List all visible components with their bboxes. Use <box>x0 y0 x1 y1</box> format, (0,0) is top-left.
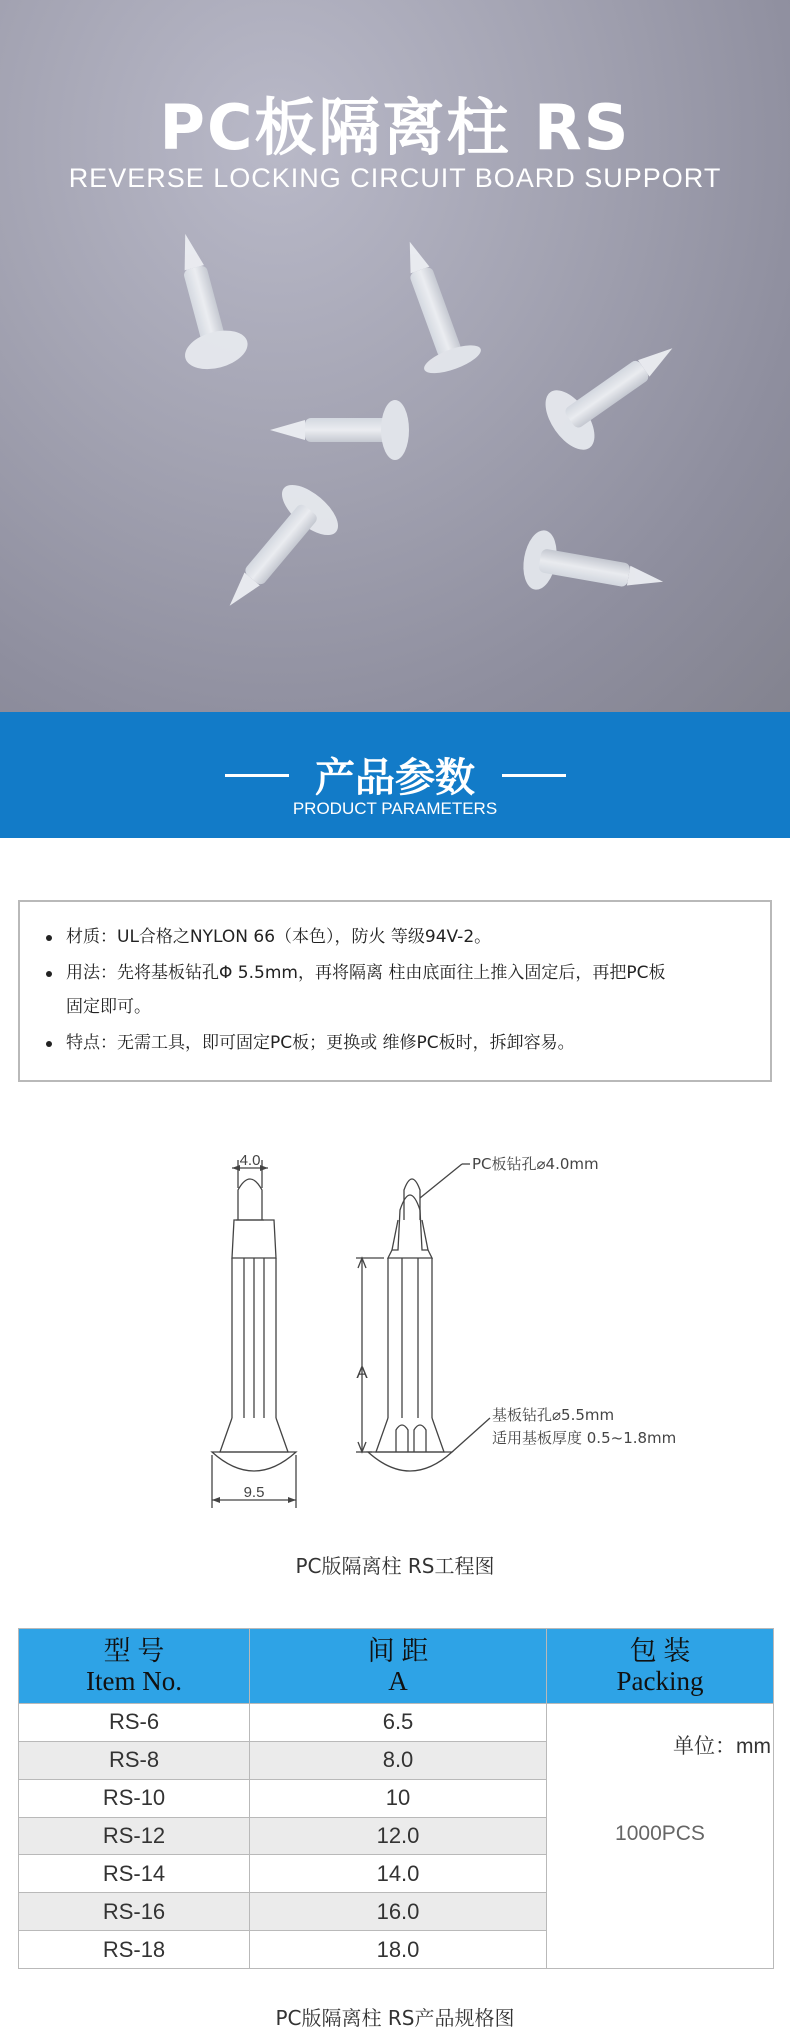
header-packing: 包 装 Packing <box>547 1629 774 1704</box>
packing-qty: 1000PCS <box>615 1822 705 1845</box>
spec-list <box>18 900 772 1082</box>
table-row: RS-6 6.5 单位：mm 1000PCS <box>19 1704 774 1742</box>
spacer-photo-4 <box>536 320 692 458</box>
spec-item <box>66 956 665 990</box>
bullet-icon <box>46 971 52 977</box>
section-header <box>0 712 790 838</box>
spec-text: 特点：无需工具，即可固定PC板；更换或 维修PC板时，拆卸容易。 <box>66 1033 575 1053</box>
bullet-icon <box>46 935 52 941</box>
header-spacing: 间 距 A <box>250 1629 547 1704</box>
spec-table <box>18 1628 774 1969</box>
table-row: RS-12 12.0 <box>19 1817 774 1855</box>
engineering-drawing <box>0 1150 790 1520</box>
hero-title: PC板隔离柱 RS <box>159 91 631 164</box>
spacer-photo-1 <box>382 232 485 379</box>
spacer-photo-5 <box>204 476 347 628</box>
spec-text: 固定即可。 <box>66 997 151 1017</box>
table-row: RS-8 8.0 <box>19 1741 774 1779</box>
dim-bottom-label: 9.5 <box>243 1484 265 1501</box>
header-item: 型 号 Item No. <box>19 1629 250 1704</box>
dim-top-label: 4.0 <box>239 1152 261 1169</box>
unit-label: 单位：mm <box>673 1735 771 1758</box>
note-pc-hole: PC板钻孔⌀4.0mm <box>472 1155 599 1173</box>
bullet-icon <box>46 1041 52 1047</box>
hero-subtitle: REVERSE LOCKING CIRCUIT BOARD SUPPORT <box>68 163 722 193</box>
table-caption: PC版隔离柱 RS产品规格图 <box>275 2006 515 2030</box>
spec-text: 用法：先将基板钻孔Φ 5.5mm，再将隔离 柱由底面往上推入固定后，再把PC板 <box>66 963 666 983</box>
section-subtitle: PRODUCT PARAMETERS <box>292 799 498 818</box>
note-base-hole: 基板钻孔⌀5.5mm <box>492 1406 615 1424</box>
spacer-photo-6 <box>519 528 668 612</box>
spec-item <box>66 1026 575 1060</box>
packing-cell <box>547 1704 774 1969</box>
dim-a-label: A <box>356 1363 368 1382</box>
spec-item <box>66 920 491 954</box>
hero-banner <box>0 0 790 712</box>
spacer-photo-3 <box>270 400 409 460</box>
table-row: RS-14 14.0 <box>19 1855 774 1893</box>
spec-item-continued <box>66 990 151 1024</box>
note-thickness: 适用基板厚度 0.5~1.8mm <box>492 1429 677 1447</box>
divider-right <box>502 774 566 777</box>
spacer-photo-2 <box>154 226 252 376</box>
spec-text: 材质：UL合格之NYLON 66（本色），防火 等级94V-2。 <box>66 927 492 947</box>
table-header-row <box>19 1629 774 1704</box>
section-title: 产品参数 <box>315 755 475 801</box>
drawing-caption: PC版隔离柱 RS工程图 <box>295 1554 495 1578</box>
table-row: RS-16 16.0 <box>19 1893 774 1931</box>
table-row: RS-10 10 <box>19 1779 774 1817</box>
table-row: RS-18 18.0 <box>19 1931 774 1969</box>
